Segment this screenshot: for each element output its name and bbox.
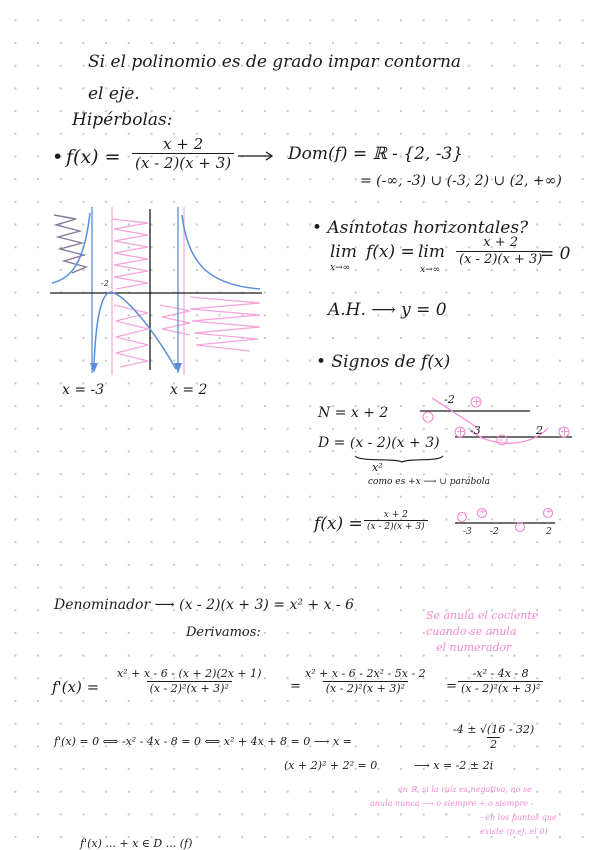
pink-note-2: cuando se anula xyxy=(426,625,517,638)
completed-square: (x + 2)² + 2² = 0 xyxy=(284,759,378,772)
fx-sign-fraction xyxy=(364,510,428,533)
numerator-root: -2 xyxy=(444,393,455,406)
fx-mark-1: -3 xyxy=(463,527,472,537)
quadratic-denominator: 2 xyxy=(487,737,500,752)
fx-sign-1: - xyxy=(459,511,463,521)
numerator-plus: + xyxy=(472,395,482,408)
pink-note-3: el numerador xyxy=(436,641,512,654)
pink-small-2: anula nunca ⟶ o siempre + o siempre - xyxy=(370,799,534,808)
intro-line-2: el eje. xyxy=(88,84,140,104)
pink-small-1: en ℝ, si la raíz es negativa, no se xyxy=(398,785,532,794)
derivative-zero-equation: f'(x) = 0 ⟺ -x² - 4x - 8 = 0 ⟺ x² + 4x + 8 = 0 ⟶ x = xyxy=(54,735,352,748)
limit-fx: f(x) = xyxy=(366,242,415,262)
limit-result: = 0 xyxy=(540,244,571,264)
quadratic-numerator: -4 ± √(16 - 32) xyxy=(453,723,535,736)
derivative-fraction-1 xyxy=(114,668,264,695)
parabola-note: como es +x ⟶ ∪ parábola xyxy=(368,477,490,487)
derivative-equals-1: = xyxy=(290,679,301,694)
signs-heading: • Signos de f(x) xyxy=(316,352,451,372)
fx-mark-3: 2 xyxy=(546,527,552,537)
function-numerator: x + 2 xyxy=(163,135,204,153)
denominator-root-right: 2 xyxy=(536,424,543,437)
fx-sign-3: - xyxy=(517,521,521,531)
derivative-numerator-1: x² + x - 6 - (x + 2)(2x + 1) xyxy=(117,667,262,680)
fx-mark-2: -2 xyxy=(490,527,499,537)
fx-sign-4: + xyxy=(545,507,553,517)
derivative-equals-2: = xyxy=(446,679,457,694)
domain-intervals: = (-∞, -3) ∪ (-3, 2) ∪ (2, +∞) xyxy=(360,173,562,189)
derivamos: Derivamos: xyxy=(186,625,261,640)
derivative-denominator-1: (x - 2)²(x + 3)² xyxy=(147,681,232,696)
denominator-label: D = (x - 2)(x + 3) xyxy=(318,435,440,451)
derivative-numerator-3: -x² - 4x - 8 xyxy=(472,667,529,680)
derivative-denominator-3: (x - 2)²(x + 3)² xyxy=(458,681,543,696)
derivative-denominator-2: (x - 2)²(x + 3)² xyxy=(323,681,408,696)
fx-sign-denominator: (x - 2)(x + 3) xyxy=(364,520,428,532)
pink-small-3: - en los puntos que xyxy=(480,813,557,822)
numerator-label: N = x + 2 xyxy=(318,405,389,421)
denominator-sign-left: + xyxy=(456,425,466,438)
asymptote-label-left: x = -3 xyxy=(62,382,105,398)
derivative-numerator-2: x² + x - 6 - 2x² - 5x - 2 xyxy=(305,667,426,680)
limit-1: lim xyxy=(330,242,357,262)
pink-note-1: Se anula el cociente xyxy=(426,609,539,622)
limit-2: lim xyxy=(418,242,445,262)
denominator-sign-right: + xyxy=(560,425,570,438)
limit-numerator: x + 2 xyxy=(483,235,519,250)
denominator-expansion: Denominador ⟶ (x - 2)(x + 3) = x² + x - 6 xyxy=(54,597,355,613)
function-denominator: (x - 2)(x + 3) xyxy=(132,153,234,172)
domain: Dom(f) = ℝ - {2, -3} xyxy=(288,144,464,164)
bottom-partial-line: f'(x) ... + x ∈ D ... (f) xyxy=(80,837,193,850)
x-squared-note: x² xyxy=(372,461,383,474)
numerator-minus: - xyxy=(425,410,429,423)
pink-small-4: existe (p.ej. el 0) xyxy=(480,827,548,836)
bullet: • xyxy=(52,146,64,168)
asymptotes-question: • Asíntotas horizontales? xyxy=(312,218,529,238)
horizontal-asymptote: A.H. ⟶ y = 0 xyxy=(328,300,447,320)
function-lhs: f(x) = xyxy=(66,146,121,168)
limit-1-sub: x→∞ xyxy=(330,263,351,273)
derivative-fraction-3 xyxy=(458,668,543,695)
fx-sign-2: + xyxy=(479,507,487,517)
quadratic-formula xyxy=(450,724,537,751)
limit-denominator: (x - 2)(x + 3) xyxy=(456,251,545,268)
denominator-sign-mid: - xyxy=(499,433,503,446)
fx-sign-lhs: f(x) = xyxy=(314,514,363,534)
derivative-fraction-2 xyxy=(302,668,429,695)
hyperbolas-heading: Hipérbolas: xyxy=(72,110,173,130)
fx-sign-numerator: x + 2 xyxy=(383,510,408,520)
limit-2-sub: x→∞ xyxy=(420,265,441,275)
asymptote-label-right: x = 2 xyxy=(170,382,208,398)
graph-tick-label: -2 xyxy=(101,279,109,288)
complex-roots: ⟶ x = -2 ± 2i xyxy=(414,759,494,772)
intro-line-1: Si el polinomio es de grado impar contorna xyxy=(88,52,462,72)
derivative-lhs: f'(x) = xyxy=(52,678,100,696)
denominator-root-left: -3 xyxy=(470,424,481,437)
